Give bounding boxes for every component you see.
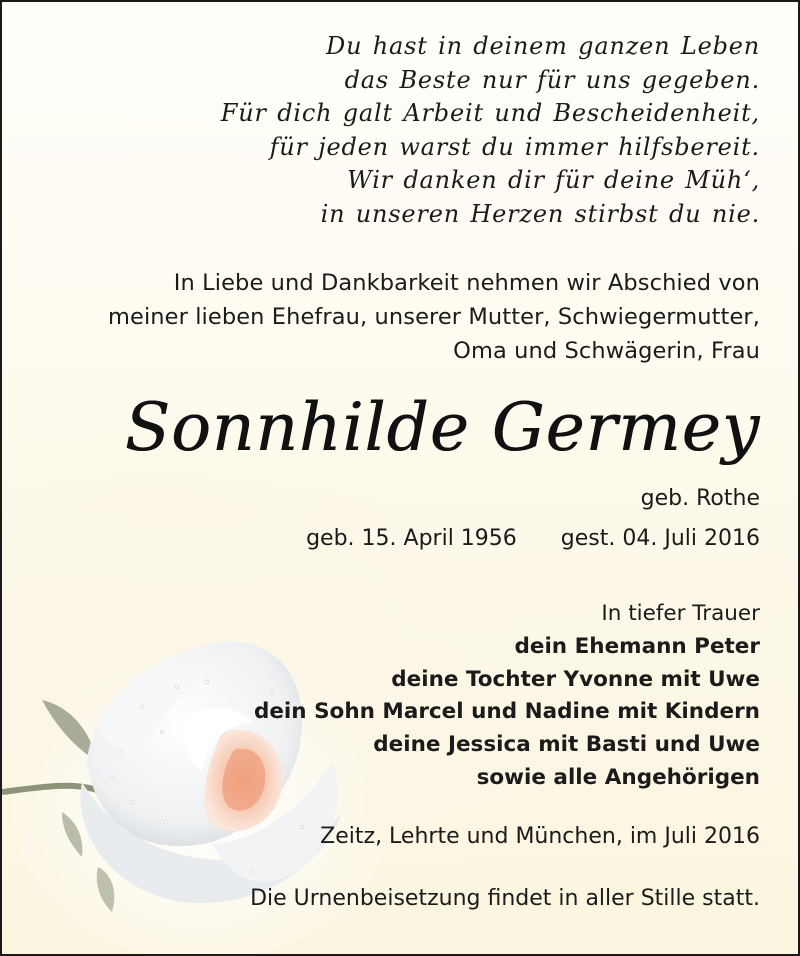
intro-line: In Liebe und Dankbarkeit nehmen wir Abschied von [173,270,760,296]
intro-line: Oma und Schwägerin, Frau [453,338,760,364]
place-date: Zeitz, Lehrte und München, im Juli 2016 [320,824,760,849]
farewell-intro [108,266,760,368]
life-dates [306,524,760,554]
mourner-line: dein Ehemann Peter [514,633,760,659]
poem-line: in unseren Herzen stirbst du nie. [320,199,760,228]
deceased-name: Sonnhilde Germey [124,389,760,466]
mourner-line: deine Jessica mit Basti und Uwe [373,732,760,758]
birth-date: geb. 15. April 1956 [306,526,517,551]
intro-line: meiner lieben Ehefrau, unserer Mutter, Schwiegermutter, [107,304,760,330]
mourners-intro: In tiefer Trauer [601,601,760,626]
maiden-name: geb. Rothe [640,486,760,511]
poem-line: Du hast in deinem ganzen Leben [326,32,760,60]
poem-line: Für dich galt Arbeit und Bescheidenheit, [220,99,760,127]
poem-line: das Beste nur für uns gegeben. [344,65,760,94]
death-date: gest. 04. Juli 2016 [560,526,760,551]
mourner-line: dein Sohn Marcel und Nadine mit Kindern [253,699,760,725]
mourners-list [254,598,760,795]
burial-note: Die Urnenbeisetzung findet in aller Stille statt. [250,886,760,911]
mourner-line: deine Tochter Yvonne mit Uwe [391,666,760,692]
mourner-line: sowie alle Angehörigen [476,764,760,790]
poem [221,30,760,231]
poem-line: für jeden warst du immer hilfsbereit. [269,132,760,161]
poem-line: Wir danken dir für deine Müh‘, [347,166,760,194]
